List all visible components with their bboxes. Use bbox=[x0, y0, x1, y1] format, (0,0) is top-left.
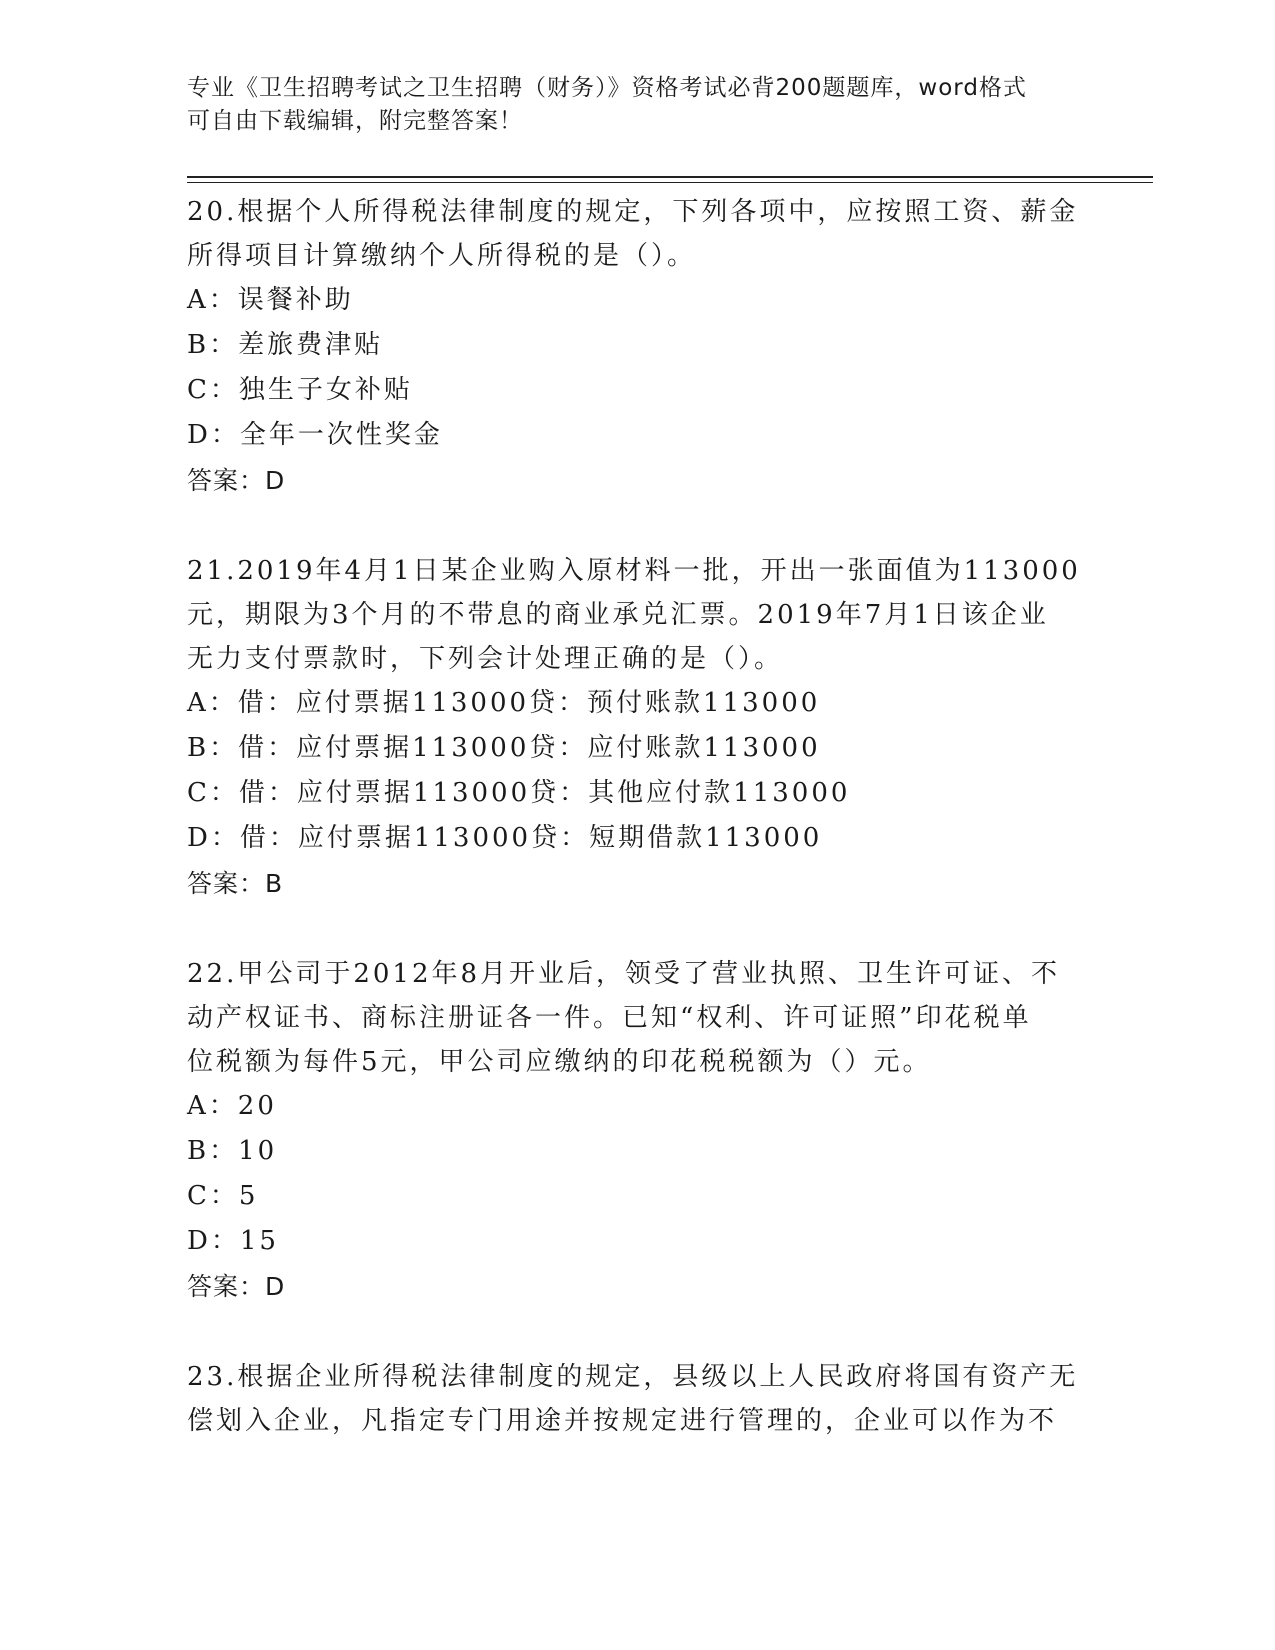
option-a: A：借：应付票据113000贷：预付账款113000 bbox=[187, 688, 821, 718]
question-20 bbox=[187, 190, 1087, 503]
answer: 答案：D bbox=[187, 466, 286, 495]
header-line-2: 可自由下载编辑，附完整答案！ bbox=[187, 108, 523, 134]
question-stem-line: 22.甲公司于2012年8月开业后，领受了营业执照、卫生许可证、不 bbox=[187, 959, 1061, 989]
question-list bbox=[187, 190, 1087, 1489]
header-rule-thin bbox=[187, 182, 1153, 183]
option-b: B：借：应付票据113000贷：应付账款113000 bbox=[187, 733, 821, 763]
question-stem-line: 元，期限为3个月的不带息的商业承兑汇票。2019年7月1日该企业 bbox=[187, 600, 1049, 630]
option-d: D：全年一次性奖金 bbox=[187, 420, 443, 450]
option-a: A：20 bbox=[187, 1091, 277, 1121]
question-stem-line: 无力支付票款时，下列会计处理正确的是（）。 bbox=[187, 644, 784, 674]
document-header bbox=[187, 72, 1067, 138]
option-d: D：15 bbox=[187, 1226, 279, 1256]
option-b: B：10 bbox=[187, 1136, 278, 1166]
header-rule-thick bbox=[187, 176, 1153, 178]
option-a: A：误餐补助 bbox=[187, 285, 354, 315]
option-d: D：借：应付票据113000贷：短期借款113000 bbox=[187, 823, 823, 853]
question-21 bbox=[187, 549, 1087, 906]
header-line-1: 专业《卫生招聘考试之卫生招聘（财务）》资格考试必背200题题库，word格式 bbox=[187, 75, 1027, 101]
answer: 答案：B bbox=[187, 869, 284, 898]
option-c: C：借：应付票据113000贷：其他应付款113000 bbox=[187, 778, 851, 808]
question-stem-line: 位税额为每件5元，甲公司应缴纳的印花税税额为（）元。 bbox=[187, 1047, 932, 1077]
answer: 答案：D bbox=[187, 1272, 286, 1301]
option-c: C：独生子女补贴 bbox=[187, 375, 413, 405]
question-stem-line: 21.2019年4月1日某企业购入原材料一批，开出一张面值为113000 bbox=[187, 556, 1081, 586]
question-stem-line: 20.根据个人所得税法律制度的规定，下列各项中，应按照工资、薪金 bbox=[187, 197, 1079, 227]
question-23 bbox=[187, 1355, 1087, 1443]
question-stem-line: 所得项目计算缴纳个人所得税的是（）。 bbox=[187, 241, 697, 271]
question-22 bbox=[187, 952, 1087, 1309]
question-stem-line: 动产权证书、商标注册证各一件。已知“权利、许可证照”印花税单 bbox=[187, 1003, 1032, 1033]
question-stem-line: 偿划入企业，凡指定专门用途并按规定进行管理的，企业可以作为不 bbox=[187, 1406, 1058, 1436]
option-b: B：差旅费津贴 bbox=[187, 330, 384, 360]
option-c: C：5 bbox=[187, 1181, 259, 1211]
question-stem-line: 23.根据企业所得税法律制度的规定，县级以上人民政府将国有资产无 bbox=[187, 1362, 1079, 1392]
